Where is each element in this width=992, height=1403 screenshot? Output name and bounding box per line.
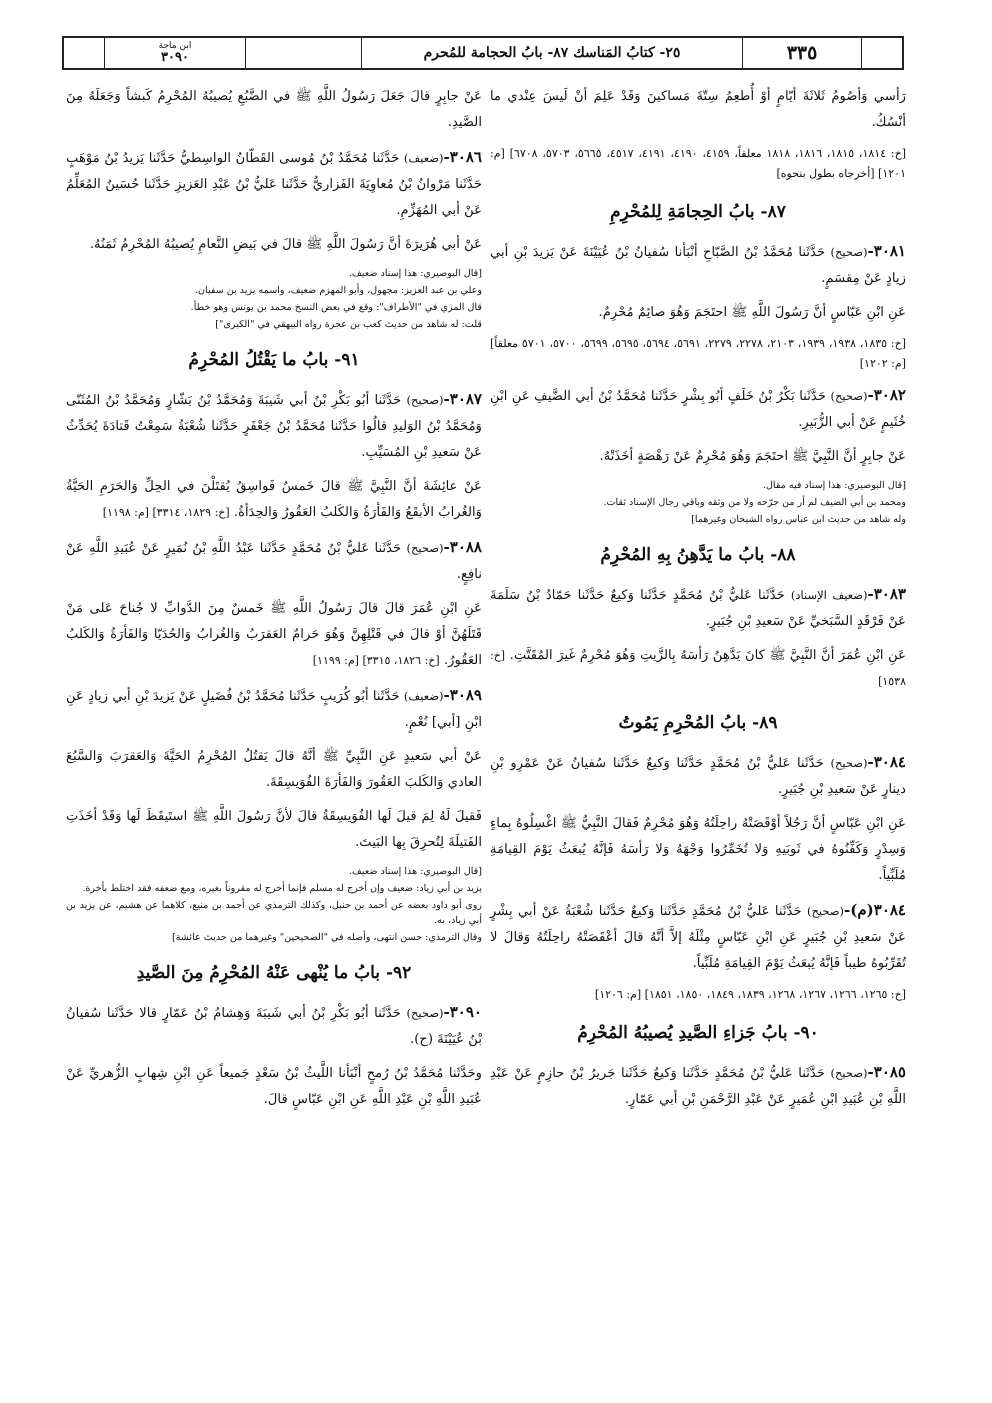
hadith-references: [خ: ١٨٢٦، ٣٣١٥] [م: ١١٩٩] [312,654,440,667]
hadith-number: ٣٠٨١- [867,242,906,260]
hadith-number: ٣٠٨٢- [867,386,906,404]
hadith-3088-isnad [66,534,482,588]
hadith-grade: (ضعيف الإسناد) [790,588,868,602]
hadith-3087-text [66,474,482,526]
hadith-grade: (صحيح) [830,245,868,259]
hadith-number: ٣٠٨٤(م)- [844,901,906,919]
hadith-grade: (صحيح) [406,393,444,407]
hadith-continuation: رَأسي وَأصُومُ ثَلاثَةَ أيّامٍ أوْ أُطعِمُ سِتّةَ مَساكينَ وَقَدْ عَلِمَ أنْ لَيسَ عِنْدي ما أنْسُكُ. [490,89,906,130]
hadith-references: [خ: ١٨١٤، ١٨١٥، ١٨١٦، ١٨١٨ معلقاً، ٤١٥٩، ٤١٩٠، ٤١٩١، ٤٥١٧، ٥٦٦٥، ٥٧٠٣، ٦٧٠٨] [م: ١٢٠١] [أخرجاه بطول بنحوه] [490,147,907,180]
chapter-heading: ٩٠- بابُ جَزاءِ الصَّيدِ يُصيبُهُ المُحْرِمُ [577,1023,819,1043]
matn-text: عَنْ عائِشَةَ أنَّ النَّبِيَّ ﷺ قالَ خَمسٌ فَواسِقُ يُقتَلْنَ في الحِلِّ وَالحَرَمِ الحَيَّةُ وَالغُرابُ الأبقَعُ وَالفَأرَةُ وَالكَلبُ العَقُورُ وَالحِدَأةُ. [66,479,482,520]
isnad-text: حَدَّثَنا مُحَمَّدُ بْنُ الصَّبّاحِ أنْبَأنا سُفيانُ بْنُ عُيَيْنَةَ عَنْ يَزيدَ بْنِ أبي زيادٍ عَنْ مِقسَمٍ. [490,245,906,286]
isnad-text: حَدَّثَنا أبُو كُرَيبٍ حَدَّثَنا مُحَمَّدُ بْنُ فُضَيلٍ عَنْ يَزيدَ بْنِ أبي زيادٍ عَنِ ابْنِ [أبي] نُعْمٍ. [66,689,482,730]
isnad-text: حَدَّثَنا عَليُّ بْنُ مُحَمَّدٍ حَدَّثَنا وَكيعٌ حَدَّثَنا شُعْبَةُ عَنْ أبي بِشْرٍ عَنْ سَعيدِ بْنِ جُبَيرٍ عَنِ ابْنِ عَبّاسٍ مِثْلَهُ إلاَّ أنَّهُ قالَ أعْقَصَتْهُ راحِلَتُهُ وَقالَ لا تُقَرِّبُوهُ طيباً فَإنَّهُ يُبعَثُ يَوْمَ القِيامَةِ مُلَبِّياً. [490,904,906,971]
matn-text: عَنِ ابْنِ عُمَرَ قالَ قالَ رَسُولُ اللَّهِ ﷺ خَمسٌ مِنَ الدَّوابِّ لا جُناحَ عَلى مَنْ قَتَلَهُنَّ أوْ قالَ في قَتْلِهِنَّ وَهُوَ حَرامٌ العَقرَبُ وَالغُرابُ وَالحُدَيّا وَالفَأرَةُ وَالكَلبُ العَقُورُ. [66,601,482,668]
page-header [62,36,904,70]
source-label: ابن ماجة [158,41,192,51]
hadith-grade: (صحيح) [830,389,868,403]
commentary-note: قلت: له شاهد من حديث كعب بن عجرة رواه البيهقي في "الكبرى"] [215,319,482,330]
hadith-3089-text: عَنْ أبي سَعيدٍ عَنِ النَّبِيِّ ﷺ أنَّهُ قالَ يَقتُلُ المُحْرِمُ الحَيَّةَ وَالعَقرَبَ وَالسَّبُعَ العادي وَالكَلبَ العَقُورَ وَالفَأرَةَ الفُوَيسِقَةَ. [66,749,482,790]
hadith-continuation: عَنْ جابِرٍ قالَ جَعَلَ رَسُولُ اللَّهِ ﷺ في الضَّبُعِ يُصيبُهُ المُحْرِمُ كَبشاً وَجَعَلَهُ مِنَ الصَّيدِ. [66,89,482,130]
hadith-3084-text: عَنِ ابْنِ عَبّاسٍ أنَّ رَجُلاً أوْقَصَتْهُ راحِلَتُهُ وَهُوَ مُحْرِمٌ فَقالَ النَّبِيُّ ﷺ اغْسِلُوهُ بِماءٍ وَسِدْرٍ وَكَفِّنُوهُ في ثَوبَيهِ وَلا تُخَمِّرُوا وَجْهَهُ وَلا رَأسَهُ فَإنَّهُ يُبعَثُ يَوْمَ القِيامَةِ مُلَبِّياً. [490,816,906,883]
hadith-references: [خ: ١٨٢٩، ٣٣١٤] [م: ١١٩٨] [102,506,230,519]
isnad-text: حَدَّثَنا عَليُّ بْنُ مُحَمَّدٍ حَدَّثَنا وَكيعٌ حَدَّثَنا سُفيانُ عَنْ عَمْرِو بْنِ دينارٍ عَنْ سَعيدِ بْنِ جُبَيرٍ. [490,756,906,797]
commentary-note: روى أبو داود بعضه عن أحمد بن حنبل، وكذلك الترمذي عن أحمد بن منيع، كلاهما عن هشيم، عن يزيد بن أبي زياد، به. [66,900,482,926]
header-left-edge [64,38,105,68]
isnad-text: حَدَّثَنا أبُو بَكْرِ بْنُ أبي شَيبَةَ وَمُحَمَّدُ بْنُ بَشّارٍ وَمُحَمَّدُ بْنُ المُثَنّى وَمُحَمَّدُ بْنُ الوَليدِ قالُوا حَدَّثَنا مُحَمَّدُ بْنُ جَعْفَرٍ حَدَّثَنا شُعْبَةُ سَمِعْتُ قَتادَةَ يُحَدِّثُ عَنْ سَعيدِ بْنِ المُسَيِّبِ. [66,393,482,460]
chapter-heading: ٨٨- بابُ ما يَدَّهِنُ بِهِ المُحْرِمُ [600,545,796,565]
commentary-note: ومحمد بن أبي الضيف لم أر من جرّحه ولا من وثقه وباقي رجال الإسناد ثقات. [603,497,906,508]
hadith-3081-isnad [490,238,906,292]
isnad-text: حَدَّثَنا بَكْرُ بْنُ خَلَفٍ أبُو بِشْرٍ حَدَّثَنا مُحَمَّدُ بْنُ أبي الضَّيفِ عَنِ ابْنِ خُثَيمٍ عَنْ أبي الزُّبَيرِ. [490,389,906,430]
hadith-references: [خ: ١٥٣٨] [490,649,906,688]
hadith-grade: (صحيح) [406,1006,444,1020]
commentary-note: يزيد بن أبي زياد: ضعيف وإن أخرج له مسلم فإنما أخرج له مقروناً بغيره، ومع ضعفه فقد اختلط بأخرة. [82,883,482,894]
chapter-heading: ٨٩- بابُ المُحْرِمِ يَمُوتُ [618,713,778,733]
hadith-grade: (ضعيف) [403,689,444,703]
hadith-3086-isnad [66,144,482,224]
hadith-3087-isnad [66,386,482,466]
hadith-3089-text-2: فَقيلَ لَهُ لِمَ قيلَ لَها الفُوَيسِقَةُ قالَ لأنَّ رَسُولَ اللَّهِ ﷺ استَيقَظَ لَها وَقَدْ أخَذَتِ الفَتيلَةَ لِتُحرِقَ بِها البَيتَ. [66,809,482,850]
commentary-notes [66,864,482,945]
commentary-note: وعلي بن عبد العزيز: مجهول، وأبو المهزم ضعيف، واسمه يزيد بن سفيان. [194,285,482,296]
hadith-number: ٣٠٨٧- [443,390,482,408]
chapter-heading: ٨٧- بابُ الحِجامَةِ لِلمُحْرِمِ [610,202,786,222]
hadith-3084-isnad [490,749,906,803]
header-spacer [246,38,362,68]
hadith-3090-isnad [66,999,482,1053]
commentary-note: [قال البوصيري: هذا إسناد ضعيف. [348,866,482,877]
hadith-3085-isnad [490,1059,906,1113]
hadith-number: ٣٠٨٩- [443,686,482,704]
page-number: ٣٣٥ [743,38,862,68]
hadith-grade: (صحيح) [830,1066,868,1080]
hadith-3086-text: عَنْ أبي هُرَيرَةَ أنَّ رَسُولَ اللَّهِ ﷺ قالَ في بَيضِ النَّعامِ يُصيبُهُ المُحْرِمُ ثَمَنُهُ. [89,237,482,252]
hadith-number: ٣٠٨٥- [867,1063,906,1081]
chapter-heading: ٩٢- بابُ ما يُنْهى عَنْهُ المُحْرِمُ مِنَ الصَّيدِ [136,963,412,983]
commentary-note: قال المزي في "الأطراف": وقع في بعض النسخ محمد بن يونس وهو خطأ. [190,302,482,313]
right-column [490,84,906,1121]
isnad-text: حَدَّثَنا مُحَمَّدُ بْنُ مُوسى القَطّانُ الواسِطيُّ حَدَّثَنا يَزيدُ بْنُ مَوْهَبٍ حَدَّثَنا مَرْوانُ بْنُ مُعاوِيَةَ الفَزاريُّ حَدَّثَنا عَليُّ بْنُ عَبْدِ العَزيزِ حَدَّثَنا حُسَينٌ المُعَلِّمُ عَنْ أبي المُهَزِّمِ. [66,151,482,218]
hadith-3084m [490,897,906,977]
source-box [105,38,246,68]
isnad-text: حَدَّثَنا عَليُّ بْنُ مُحَمَّدٍ حَدَّثَنا وَكيعٌ حَدَّثَنا جَريرُ بْنُ حازِمٍ عَنْ عَبْدِ اللَّهِ بْنِ عُبَيدِ ابْنِ عُمَيرٍ عَنْ عَبْدِ الرَّحْمَنِ بْنِ أبي عَمّارٍ. [490,1066,906,1107]
hadith-grade: (صحيح) [406,541,444,555]
source-number: ٣٠٩٠ [161,50,189,65]
hadith-3081-text: عَنِ ابْنِ عَبّاسٍ أنَّ رَسُولَ اللَّهِ ﷺ احتَجَمَ وَهُوَ صائِمٌ مُحْرِمٌ. [598,305,906,320]
hadith-number: ٣٠٨٤- [867,753,906,771]
isnad-text: حَدَّثَنا عَليُّ بْنُ مُحَمَّدٍ حَدَّثَنا عَبْدُ اللَّهِ بْنُ نُمَيرٍ عَنْ عُبَيدِ اللَّهِ عَنْ نافِعٍ. [66,541,482,582]
left-column [66,84,482,1121]
hadith-3082-text: عَنْ جابِرٍ أنَّ النَّبِيَّ ﷺ احتَجَمَ وَهُوَ مُحْرِمٌ عَنْ رَهْصَةٍ أخَذَتْهُ. [599,449,906,464]
running-title: ٢٥- كتابُ المَناسك ٨٧- بابُ الحجامة للمُحرم [362,38,743,68]
hadith-number: ٣٠٨٣- [867,585,906,603]
hadith-grade: (صحيح) [830,756,868,770]
hadith-number: ٣٠٨٨- [443,538,482,556]
hadith-3089-isnad [66,682,482,736]
commentary-notes [66,266,482,332]
commentary-notes [490,478,906,527]
header-right-edge [862,38,902,68]
hadith-references: [خ: ١٢٦٥، ١٢٦٦، ١٢٦٧، ١٢٦٨، ١٨٣٩، ١٨٤٩، ١٨٥٠، ١٨٥١] [م: ١٢٠٦] [594,988,906,1001]
hadith-grade: (صحيح) [806,904,845,918]
isnad-text: حَدَّثَنا أبُو بَكْرِ بْنُ أبي شَيبَةَ وَهِشامُ بْنُ عَمّارٍ قالا حَدَّثَنا سُفيانُ بْنُ عُيَيْنَةَ (ح). [66,1006,482,1047]
hadith-references: [خ: ١٨٣٥، ١٩٣٨، ١٩٣٩، ٢١٠٣، ٢٢٧٨، ٢٢٧٩، ٥٦٩١، ٥٦٩٤، ٥٦٩٥، ٥٦٩٩، ٥٧٠٠، ٥٧٠١ معلقاً] [م: ١٢٠٢] [490,337,907,370]
chapter-heading: ٩١- بابُ ما يَقْتُلُ المُحْرِمُ [188,350,360,370]
commentary-note: وله شاهد من حديث ابن عباس رواه الشيخان وغيرهما] [691,514,906,525]
commentary-note: [قال البوصيري: هذا إسناد ضعيف. [348,268,482,279]
hadith-3083-text [490,643,906,695]
hadith-number: ٣٠٩٠- [443,1003,482,1021]
matn-text: عَنِ ابْنِ عُمَرَ أنَّ النَّبِيَّ ﷺ كانَ يَدَّهِنُ رَأسَهُ بِالزَّيتِ وَهُوَ مُحْرِمٌ غَيرَ المُقَتَّتِ. [509,648,906,663]
hadith-3082-isnad [490,382,906,436]
hadith-3083-isnad [490,581,906,635]
hadith-number: ٣٠٨٦- [443,148,482,166]
isnad-text: حَدَّثَنا عَليُّ بْنُ مُحَمَّدٍ حَدَّثَنا وَكيعٌ حَدَّثَنا حَمّادُ بْنُ سَلَمَةَ عَنْ فَرْقَدٍ السَّبَخيِّ عَنْ سَعيدِ بْنِ جُبَيرٍ. [490,588,906,629]
hadith-grade: (ضعيف) [403,151,444,165]
hadith-3088-text [66,596,482,674]
hadith-3090-isnad-2: وحَدَّثَنا مُحَمَّدُ بْنُ رُمحٍ أنْبَأنا اللَّيثُ بْنُ سَعْدٍ جَميعاً عَنِ ابْنِ شِهابٍ الزُّهريِّ عَنْ عُبَيدِ اللَّهِ بْنِ عَبْدِ اللَّهِ عَنِ ابْنِ عَبّاسٍ قالَ. [66,1066,482,1107]
commentary-note: وقال الترمذي: حسن انتهى، وأصله في "الصحيحين" وغيرهما من حديث عائشة] [171,932,482,943]
commentary-note: [قال البوصيري: هذا إسناد فيه مقال. [762,480,906,491]
